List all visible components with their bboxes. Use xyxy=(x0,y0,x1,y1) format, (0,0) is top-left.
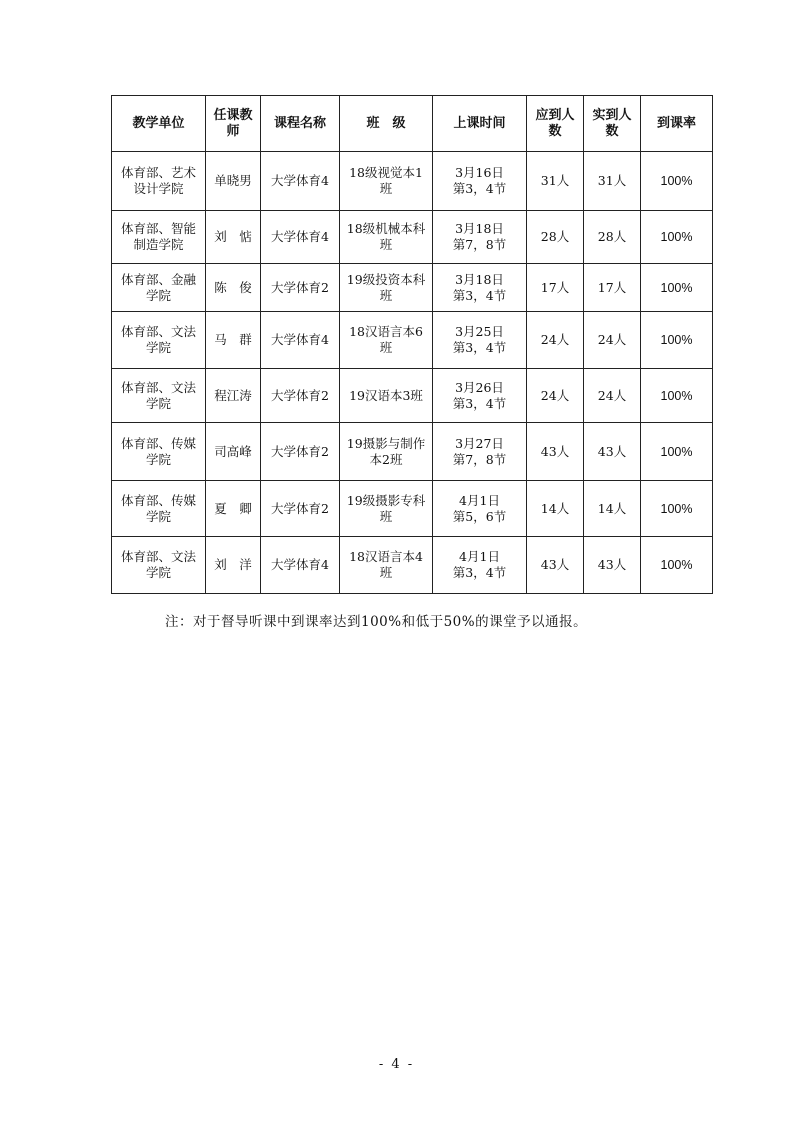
cell-unit: 体育部、智能制造学院 xyxy=(112,211,206,264)
cell-time xyxy=(433,264,527,312)
cell-actual: 17人 xyxy=(584,264,641,312)
cell-time-date: 3月25日 xyxy=(455,324,504,339)
cell-time-date: 3月18日 xyxy=(455,271,504,287)
cell-course: 大学体育4 xyxy=(261,312,340,369)
footnote: 注：对于督导听课中到课率达到100%和低于50%的课堂予以通报。 xyxy=(165,614,588,630)
cell-unit: 体育部、文法学院 xyxy=(112,537,206,594)
cell-unit: 体育部、艺术设计学院 xyxy=(112,152,206,211)
cell-unit: 体育部、文法学院 xyxy=(112,312,206,369)
attendance-table xyxy=(111,95,713,594)
cell-time-date: 3月27日 xyxy=(455,435,504,451)
cell-class: 18级视觉本1班 xyxy=(340,152,433,211)
cell-unit: 体育部、金融学院 xyxy=(112,264,206,312)
cell-course: 大学体育4 xyxy=(261,211,340,264)
cell-actual: 31人 xyxy=(584,152,641,211)
header-rate: 到课率 xyxy=(641,96,713,152)
table-row xyxy=(112,537,713,594)
cell-time-period: 第3，4节 xyxy=(452,287,507,303)
cell-rate: 100% xyxy=(641,423,713,481)
cell-course: 大学体育4 xyxy=(261,152,340,211)
cell-teacher: 程江涛 xyxy=(206,369,261,423)
cell-unit: 体育部、文法学院 xyxy=(112,369,206,423)
cell-time-period: 第7，8节 xyxy=(452,237,507,252)
cell-rate: 100% xyxy=(641,312,713,369)
table-row xyxy=(112,312,713,369)
cell-time-period: 第7，8节 xyxy=(452,451,507,467)
cell-time xyxy=(433,423,527,481)
cell-class: 18汉语言本4班 xyxy=(340,537,433,594)
cell-expected: 43人 xyxy=(527,423,584,481)
cell-expected: 14人 xyxy=(527,481,584,537)
cell-expected: 17人 xyxy=(527,264,584,312)
cell-time xyxy=(433,537,527,594)
cell-expected: 31人 xyxy=(527,152,584,211)
cell-expected: 28人 xyxy=(527,211,584,264)
cell-teacher: 夏 卿 xyxy=(206,481,261,537)
cell-rate: 100% xyxy=(641,152,713,211)
table-row xyxy=(112,369,713,423)
cell-course: 大学体育4 xyxy=(261,537,340,594)
cell-time-date: 3月16日 xyxy=(455,165,504,180)
cell-time-date: 3月26日 xyxy=(455,379,504,395)
cell-unit: 体育部、传媒学院 xyxy=(112,481,206,537)
table-row xyxy=(112,423,713,481)
cell-class: 19级投资本科班 xyxy=(340,264,433,312)
cell-time xyxy=(433,369,527,423)
cell-time-period: 第3，4节 xyxy=(452,340,507,355)
table-row xyxy=(112,264,713,312)
table-row xyxy=(112,481,713,537)
cell-teacher: 马 群 xyxy=(206,312,261,369)
cell-class: 19级摄影专科班 xyxy=(340,481,433,537)
cell-course: 大学体育2 xyxy=(261,423,340,481)
cell-time-date: 4月1日 xyxy=(459,549,500,564)
cell-teacher: 刘 惦 xyxy=(206,211,261,264)
header-course: 课程名称 xyxy=(261,96,340,152)
cell-time-period: 第3，4节 xyxy=(452,565,507,580)
cell-expected: 24人 xyxy=(527,369,584,423)
cell-rate: 100% xyxy=(641,481,713,537)
cell-rate: 100% xyxy=(641,537,713,594)
cell-time xyxy=(433,152,527,211)
table-row xyxy=(112,211,713,264)
cell-time xyxy=(433,312,527,369)
cell-rate: 100% xyxy=(641,264,713,312)
cell-course: 大学体育2 xyxy=(261,481,340,537)
cell-actual: 43人 xyxy=(584,423,641,481)
cell-unit: 体育部、传媒学院 xyxy=(112,423,206,481)
cell-course: 大学体育2 xyxy=(261,369,340,423)
page-number: - 4 - xyxy=(378,1057,415,1072)
cell-actual: 28人 xyxy=(584,211,641,264)
cell-teacher: 司高峰 xyxy=(206,423,261,481)
cell-rate: 100% xyxy=(641,369,713,423)
header-unit: 教学单位 xyxy=(112,96,206,152)
header-teacher: 任课教师 xyxy=(206,96,261,152)
cell-time-date: 3月18日 xyxy=(455,221,504,236)
cell-course: 大学体育2 xyxy=(261,264,340,312)
header-time: 上课时间 xyxy=(433,96,527,152)
cell-time-period: 第3，4节 xyxy=(452,395,507,411)
header-actual: 实到人数 xyxy=(584,96,641,152)
header-expected: 应到人数 xyxy=(527,96,584,152)
cell-expected: 24人 xyxy=(527,312,584,369)
cell-class: 18汉语言本6班 xyxy=(340,312,433,369)
cell-class: 19汉语本3班 xyxy=(340,369,433,423)
cell-actual: 14人 xyxy=(584,481,641,537)
cell-time-period: 第3，4节 xyxy=(452,181,507,196)
cell-actual: 24人 xyxy=(584,312,641,369)
cell-time xyxy=(433,481,527,537)
cell-rate: 100% xyxy=(641,211,713,264)
cell-class: 18级机械本科班 xyxy=(340,211,433,264)
table-header-row xyxy=(112,96,713,152)
header-class: 班 级 xyxy=(340,96,433,152)
cell-time xyxy=(433,211,527,264)
cell-time-date: 4月1日 xyxy=(459,492,500,508)
cell-teacher: 陈 俊 xyxy=(206,264,261,312)
table-row xyxy=(112,152,713,211)
cell-teacher: 刘 洋 xyxy=(206,537,261,594)
cell-class: 19摄影与制作本2班 xyxy=(340,423,433,481)
cell-actual: 24人 xyxy=(584,369,641,423)
cell-expected: 43人 xyxy=(527,537,584,594)
cell-time-period: 第5，6节 xyxy=(452,508,507,524)
cell-teacher: 单晓男 xyxy=(206,152,261,211)
cell-actual: 43人 xyxy=(584,537,641,594)
